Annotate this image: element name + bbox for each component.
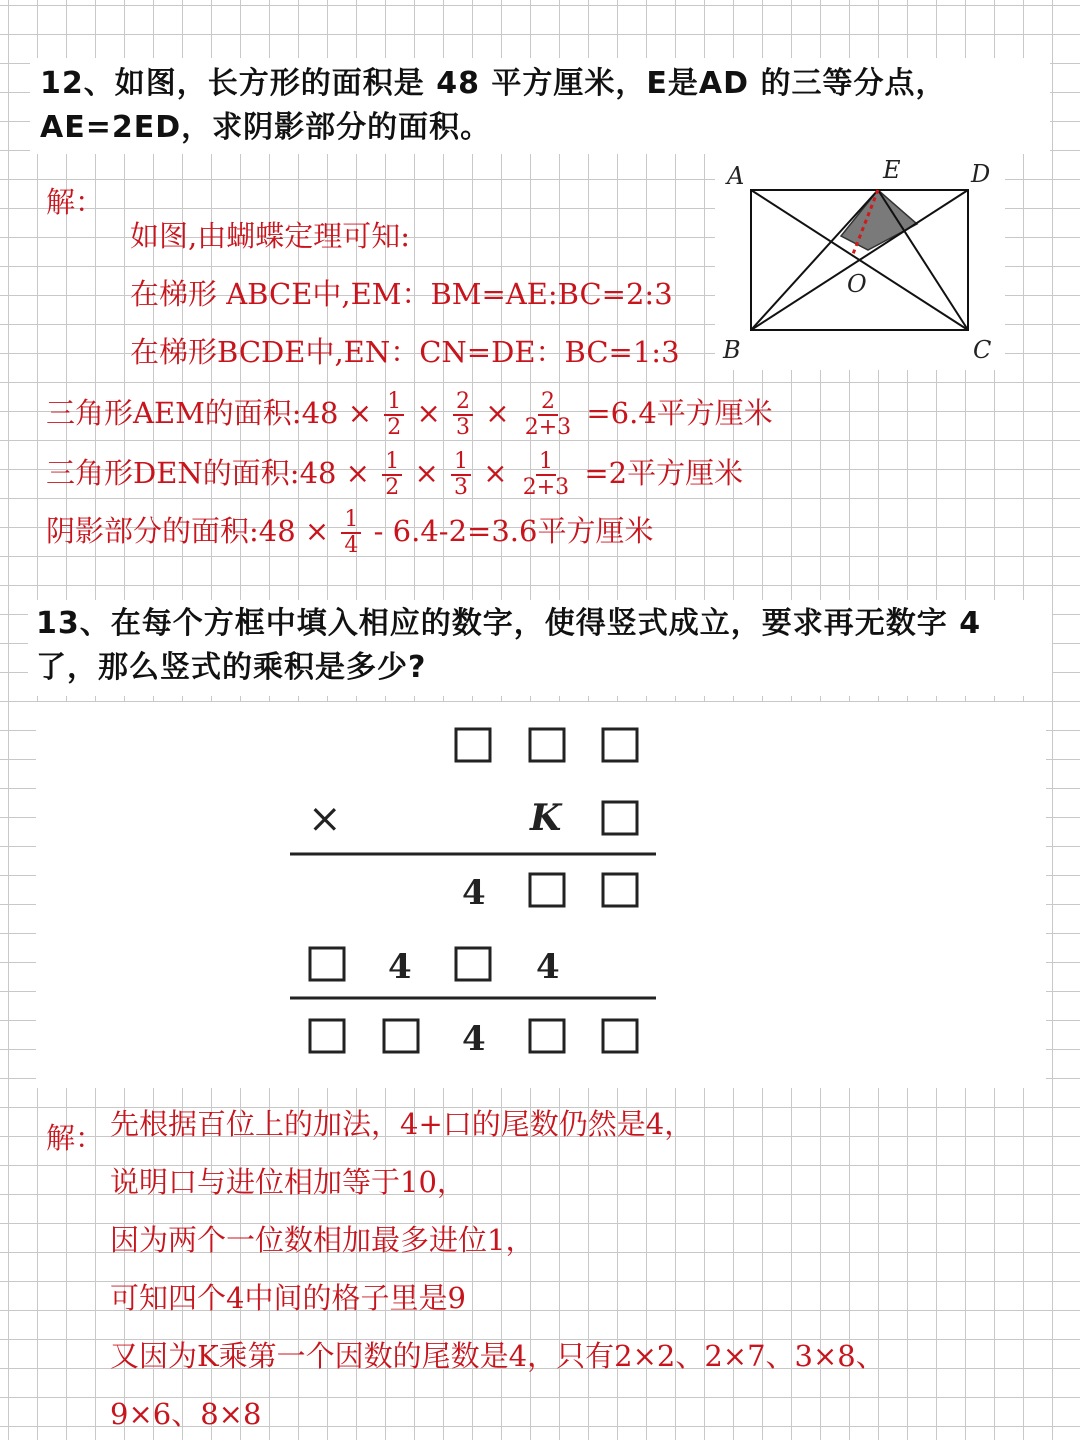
label-o: O	[847, 270, 867, 298]
q13-solution-line4: 可知四个4中间的格子里是9	[110, 1281, 466, 1315]
label-a: A	[727, 162, 745, 190]
digit-box	[384, 1020, 418, 1052]
aem-fraction-2: $\frac{2}{3}$	[453, 390, 473, 440]
q12-den-area: 三角形DEN的面积:48 × $\frac{1}{2}$ × $\frac{1}{3}$ × $\frac{1}{2+3}$ =2平方厘米	[46, 449, 744, 500]
q13-solution-line3: 因为两个一位数相加最多进位1，	[110, 1223, 535, 1257]
label-e: E	[883, 156, 901, 184]
aem-result: =6.4平方厘米	[586, 396, 773, 430]
q12-shaded-area	[46, 508, 653, 558]
shade-fraction-1: $\frac{1}{4}$	[341, 508, 361, 558]
q12-line2: AE=2ED，求阴影部分的面积。	[40, 110, 492, 145]
digit-4: 4	[462, 1019, 486, 1059]
digit-4: 4	[536, 947, 560, 987]
times-sign: ×	[308, 796, 342, 842]
q12-solution-line1: 如图,由蝴蝶定理可知:	[130, 219, 410, 253]
aem-fraction-3: $\frac{2}{2+3}$	[524, 389, 572, 440]
digit-box	[530, 729, 564, 761]
q12-solution-line2: 在梯形 ABCE中,EM：BM=AE:BC=2:3	[130, 277, 673, 311]
aem-fraction-1: $\frac{1}{2}$	[384, 390, 404, 440]
q13-line1: 13、在每个方框中填入相应的数字，使得竖式成立，要求再无数字 4	[36, 606, 982, 641]
q13-solution-line6: 9×6、8×8	[110, 1397, 262, 1431]
rectangle-figure	[715, 152, 1005, 370]
digit-box	[530, 874, 564, 906]
label-b: B	[723, 336, 741, 364]
label-d: D	[971, 160, 991, 188]
digit-4: 4	[388, 947, 412, 987]
digit-4: 4	[462, 873, 486, 913]
q12-solution-line3: 在梯形BCDE中,EN：CN=DE：BC=1:3	[130, 335, 680, 369]
q12-line1: 12、如图，长方形的面积是 48 平方厘米，E是AD 的三等分点，	[40, 66, 947, 101]
den-fraction-3: $\frac{1}{2+3}$	[522, 449, 570, 500]
digit-box	[603, 802, 637, 834]
q13-solution-label: 解：	[46, 1121, 105, 1155]
q13-solution-line1: 先根据百位上的加法，4+口的尾数仍然是4，	[110, 1107, 694, 1141]
digit-box	[603, 874, 637, 906]
den-result: =2平方厘米	[584, 456, 744, 490]
q13-solution-line5: 又因为K乘第一个因数的尾数是4，只有2×2、2×7、3×8、	[110, 1339, 885, 1373]
den-prefix: 三角形DEN的面积:48 ×	[46, 456, 370, 490]
digit-box	[456, 948, 490, 980]
digit-box	[310, 1020, 344, 1052]
segment-ec	[878, 190, 968, 330]
digit-box	[456, 729, 490, 761]
shade-prefix: 阴影部分的面积:48 ×	[46, 514, 330, 548]
digit-box	[603, 729, 637, 761]
digit-box	[603, 1020, 637, 1052]
aem-prefix: 三角形AEM的面积:48 ×	[46, 396, 372, 430]
q13-line2: 了，那么竖式的乘积是多少?	[36, 650, 427, 685]
den-fraction-2: $\frac{1}{3}$	[451, 450, 471, 500]
q12-solution-label: 解：	[46, 185, 105, 219]
multiplication-puzzle	[36, 702, 1046, 1088]
label-c: C	[973, 336, 992, 364]
k-letter: K	[530, 797, 562, 839]
q13-solution-line2: 说明口与进位相加等于10，	[110, 1165, 466, 1199]
den-fraction-1: $\frac{1}{2}$	[382, 450, 402, 500]
q12-aem-area: 三角形AEM的面积:48 × $\frac{1}{2}$ × $\frac{2}{3}$ × $\frac{2}{2+3}$ =6.4平方厘米	[46, 389, 773, 440]
shade-result: - 6.4-2=3.6平方厘米	[373, 514, 654, 548]
digit-box	[310, 948, 344, 980]
digit-box	[530, 1020, 564, 1052]
shaded-region	[841, 190, 917, 250]
